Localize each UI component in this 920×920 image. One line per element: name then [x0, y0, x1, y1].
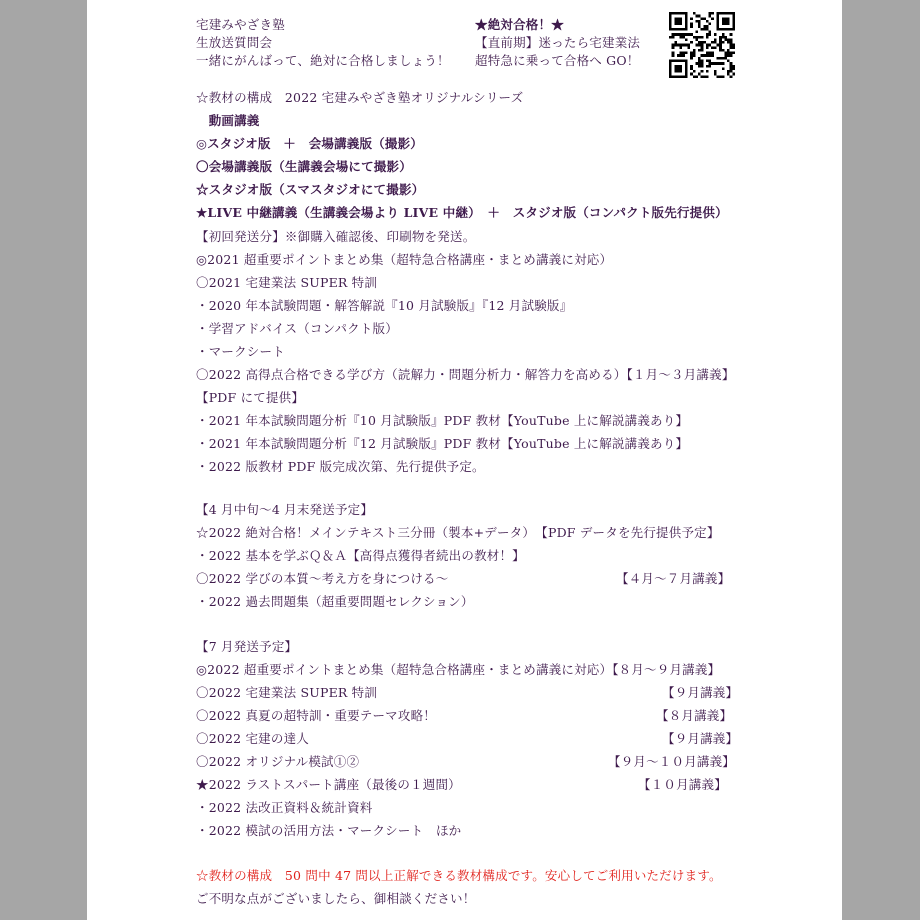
list-item: ◎2022 超重要ポイントまとめ集（超特急合格講座・まとめ講義に対応）【８月～９月講義】 [196, 662, 721, 677]
list-item: ・2022 過去問題集（超重要問題セレクション） [196, 594, 474, 609]
list-item: ・2021 年本試験問題分析『12 月試験版』PDF 教材【YouTube 上に解説講義あり】 [196, 436, 689, 451]
list-item: 〇2022 宅建業法 SUPER 特訓 [196, 685, 378, 700]
pdf-title: 【PDF にて提供】 [196, 390, 305, 405]
slogan: ★絶対合格！★ [475, 17, 564, 32]
april-title: 【4 月中旬～4 月末発送予定】 [196, 502, 374, 517]
list-item: ・2020 年本試験問題・解答解説『10 月試験版』『12 月試験版』 [196, 298, 573, 313]
encouragement-text: 一緒にがんばって、絶対に合格しましょう！ [196, 53, 450, 68]
footer-contact-note: ご不明な点がございましたら、御相談ください！ [196, 891, 476, 906]
video-item: ★LIVE 中継講義（生講義会場より LIVE 中継） ＋ スタジオ版（コンパクト版先行提供） [196, 205, 728, 220]
lecture-note: 【９月講義】 [662, 731, 739, 746]
list-item: ・2022 版教材 PDF 版完成次第、先行提供予定。 [196, 459, 485, 474]
list-item: ・2021 年本試験問題分析『10 月試験版』PDF 教材【YouTube 上に解説講義あり】 [196, 413, 689, 428]
list-item: 〇2022 真夏の超特訓・重要テーマ攻略！ [196, 708, 436, 723]
video-item: 〇会場講義版（生講義会場にて撮影） [196, 159, 412, 174]
lecture-note: 【８月講義】 [656, 708, 733, 723]
header-right [475, 16, 640, 70]
lecture-note: 【９月講義】 [662, 685, 739, 700]
list-item: ・学習アドバイス（コンパクト版） [196, 321, 398, 336]
document-page [87, 0, 842, 920]
tagline-2: 超特急に乗って合格へ GO！ [475, 53, 640, 68]
list-item: ・マークシート [196, 344, 285, 359]
list-item: ・2022 模試の活用方法・マークシート ほか [196, 823, 462, 838]
list-item: ・2022 基本を学ぶＱ＆Ａ【高得点獲得者続出の教材！】 [196, 548, 525, 563]
list-item: ★2022 ラストスパート講座（最後の１週間） [196, 777, 461, 792]
list-item: 〇2022 高得点合格できる学び方（読解力・問題分析力・解答力を高める）【１月～３月講義】 [196, 367, 735, 382]
april-lecture-note: 【４月～７月講義】 [616, 571, 731, 586]
intro-title: ☆教材の構成 2022 宅建みやざき塾オリジナルシリーズ [196, 90, 524, 105]
video-title: 動画講義 [196, 113, 260, 128]
first-shipment-title: 【初回発送分】※御購入確認後、印刷物を発送。 [196, 229, 476, 244]
july-title: 【7 月発送予定】 [196, 639, 298, 654]
list-item: ◎2021 超重要ポイントまとめ集（超特急合格講座・まとめ講義に対応） [196, 252, 613, 267]
list-item: 〇2022 宅建の達人 [196, 731, 309, 746]
video-item: ☆スタジオ版（スマスタジオにて撮影） [196, 182, 425, 197]
header-left [196, 16, 450, 70]
list-item: 〇2021 宅建業法 SUPER 特訓 [196, 275, 378, 290]
live-qa-label: 生放送質問会 [196, 35, 273, 50]
qr-code-icon[interactable] [669, 12, 735, 78]
school-name: 宅建みやざき塾 [196, 17, 285, 32]
footer-red-note: ☆教材の構成 50 問中 47 問以上正解できる教材構成です。安心してご利用いただけます。 [196, 868, 722, 883]
list-item: ☆2022 絶対合格！メインテキスト三分冊（製本+データ） 【PDF データを先行提供予定】 [196, 525, 720, 540]
list-item: 〇2022 学びの本質～考え方を身につける～ [196, 571, 449, 586]
tagline: 【直前期】迷ったら宅建業法 [475, 35, 641, 50]
video-item: ◎スタジオ版 ＋ 会場講義版（撮影） [196, 136, 424, 151]
lecture-note: 【１０月講義】 [638, 777, 727, 792]
list-item: ・2022 法改正資料＆統計資料 [196, 800, 373, 815]
list-item: 〇2022 オリジナル模試①② [196, 754, 360, 769]
lecture-note: 【９月～１０月講義】 [608, 754, 736, 769]
